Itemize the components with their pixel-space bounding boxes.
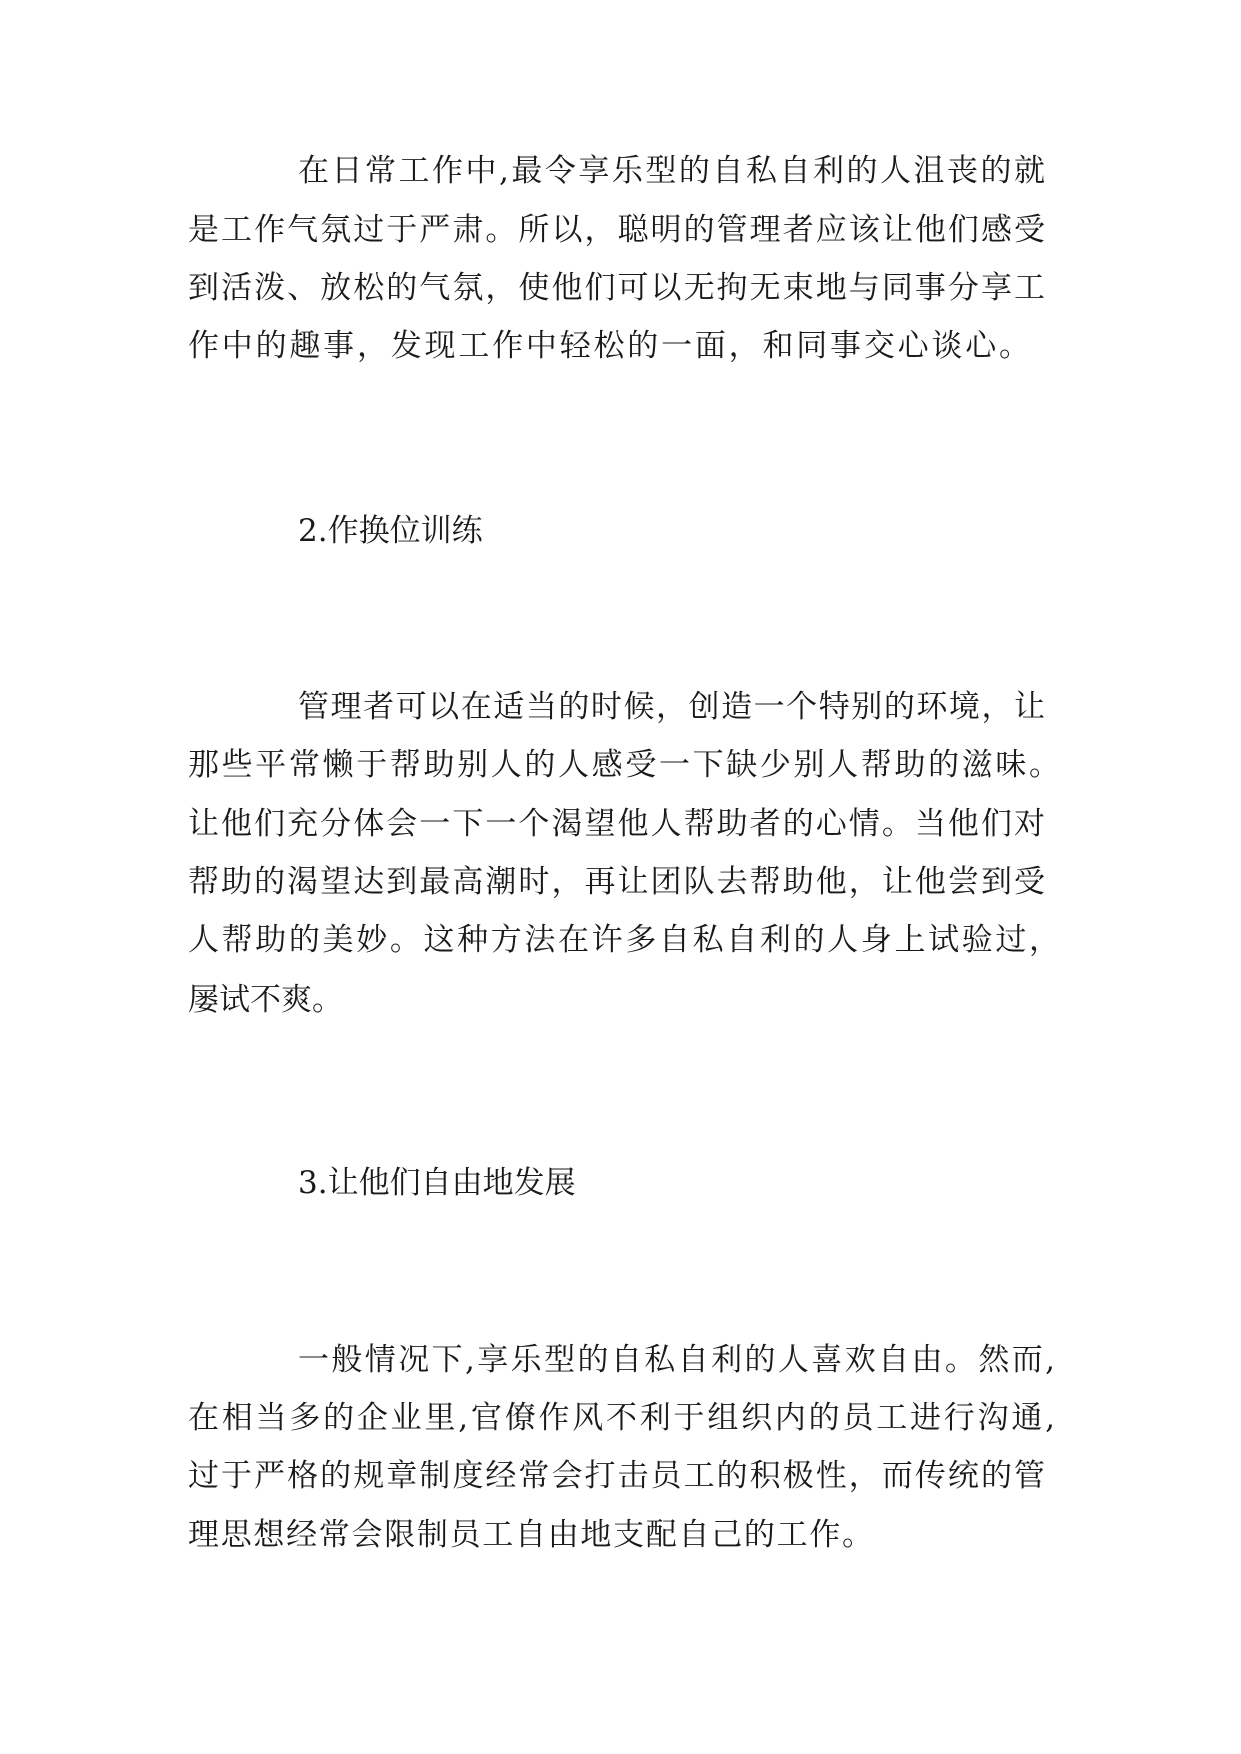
text-line: 人帮助的美妙。这种方法在许多自私自利的人身上试验过， — [188, 922, 1063, 958]
text-line: 屡试不爽。 — [188, 982, 343, 1018]
text-line: 理思想经常会限制员工自由地支配自己的工作。 — [188, 1517, 875, 1553]
text-line: 是工作气氛过于严肃。所以，聪明的管理者应该让他们感受 — [188, 212, 1048, 248]
section-heading: 3.让他们自由地发展 — [298, 1165, 576, 1201]
text-line: 在日常工作中,最令享乐型的自私自利的人沮丧的就 — [298, 153, 1048, 189]
text-line: 那些平常懒于帮助别人的人感受一下缺少别人帮助的滋味。 — [188, 747, 1063, 783]
text-line: 到活泼、放松的气氛，使他们可以无拘无束地与同事分享工 — [188, 270, 1048, 306]
text-line: 让他们充分体会一下一个渴望他人帮助者的心情。当他们对 — [188, 806, 1048, 842]
text-line: 作中的趣事，发现工作中轻松的一面，和同事交心谈心。 — [188, 328, 1033, 364]
text-line: 过于严格的规章制度经常会打击员工的积极性，而传统的管 — [188, 1458, 1048, 1494]
text-line: 在相当多的企业里,官僚作风不利于组织内的员工进行沟通, — [188, 1400, 1058, 1436]
section-heading: 2.作换位训练 — [298, 513, 483, 549]
text-line: 管理者可以在适当的时候，创造一个特别的环境，让 — [298, 689, 1047, 725]
text-line: 帮助的渴望达到最高潮时，再让团队去帮助他，让他尝到受 — [188, 864, 1048, 900]
text-line: 一般情况下,享乐型的自私自利的人喜欢自由。然而, — [298, 1342, 1058, 1378]
